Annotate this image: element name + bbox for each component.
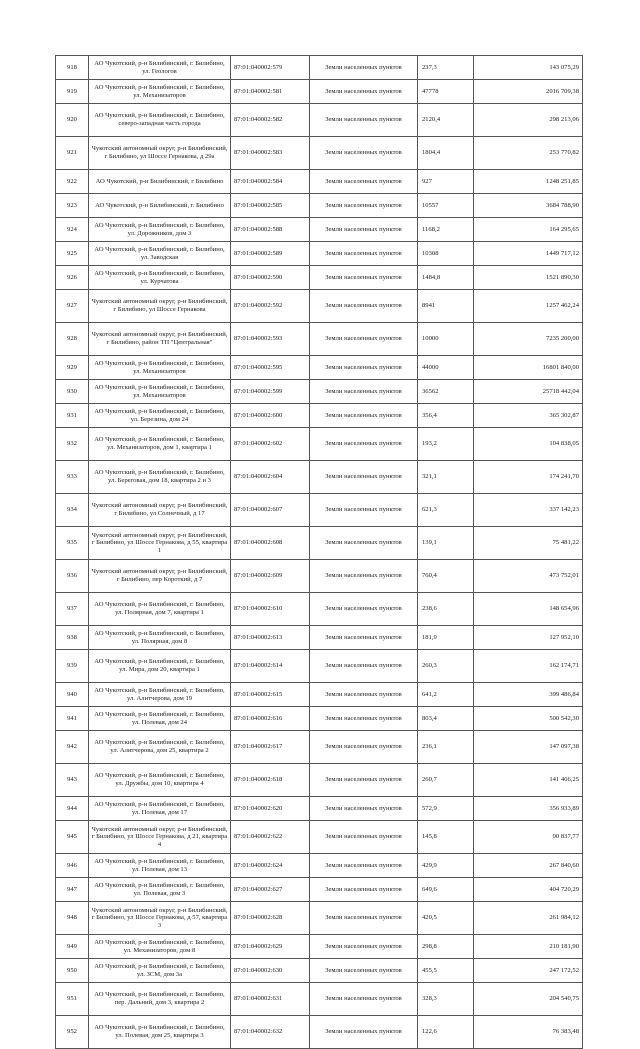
- cadastral-value-cell: 76 383,48: [474, 1016, 583, 1049]
- land-category-cell: Земли населенных пунктов: [310, 764, 418, 797]
- cadastral-number-cell: 87:01:040002:630: [231, 959, 310, 983]
- cadastral-value-cell: 25718 442,04: [474, 380, 583, 404]
- table-row: [56, 404, 583, 428]
- row-number: 929: [56, 356, 89, 380]
- area-cell: 36562: [418, 380, 474, 404]
- cadastral-value-cell: 143 075,29: [474, 56, 583, 80]
- cadastral-number-cell: 87:01:040002:582: [231, 104, 310, 137]
- table-row: [56, 194, 583, 218]
- cadastral-number-cell: 87:01:040002:617: [231, 731, 310, 764]
- cadastral-number-cell: 87:01:040002:610: [231, 593, 310, 626]
- land-category-cell: Земли населенных пунктов: [310, 218, 418, 242]
- land-category-cell: Земли населенных пунктов: [310, 902, 418, 935]
- land-category-cell: Земли населенных пунктов: [310, 137, 418, 170]
- cadastral-number-cell: 87:01:040002:615: [231, 683, 310, 707]
- table-row: [56, 266, 583, 290]
- row-number: 923: [56, 194, 89, 218]
- row-number: 944: [56, 797, 89, 821]
- land-category-cell: Земли населенных пунктов: [310, 380, 418, 404]
- cadastral-number-cell: 87:01:040002:622: [231, 821, 310, 854]
- cadastral-value-cell: 127 952,10: [474, 626, 583, 650]
- address-cell: АО Чукотский, р-н Билибинский, г. Билибино, ул. Геологов: [89, 56, 231, 80]
- area-cell: 420,5: [418, 902, 474, 935]
- row-number: 949: [56, 935, 89, 959]
- table-row: [56, 137, 583, 170]
- address-cell: АО Чукотский, р-н Билибинский, г. Билибино, ул. Механизаторов: [89, 356, 231, 380]
- area-cell: 641,2: [418, 683, 474, 707]
- table-row: [56, 878, 583, 902]
- land-category-cell: Земли населенных пунктов: [310, 56, 418, 80]
- cadastral-value-cell: 473 752,01: [474, 560, 583, 593]
- land-category-cell: Земли населенных пунктов: [310, 80, 418, 104]
- cadastral-number-cell: 87:01:040002:609: [231, 560, 310, 593]
- cadastral-number-cell: 87:01:040002:589: [231, 242, 310, 266]
- area-cell: 238,6: [418, 593, 474, 626]
- land-plots-table: [55, 55, 583, 1049]
- cadastral-number-cell: 87:01:040002:588: [231, 218, 310, 242]
- area-cell: 356,4: [418, 404, 474, 428]
- land-category-cell: Земли населенных пунктов: [310, 593, 418, 626]
- cadastral-value-cell: 204 540,75: [474, 983, 583, 1016]
- area-cell: 122,6: [418, 1016, 474, 1049]
- row-number: 925: [56, 242, 89, 266]
- cadastral-value-cell: 75 481,22: [474, 527, 583, 560]
- table-row: [56, 323, 583, 356]
- table-body: [56, 56, 583, 1049]
- row-number: 918: [56, 56, 89, 80]
- table-row: [56, 218, 583, 242]
- land-category-cell: Земли населенных пунктов: [310, 356, 418, 380]
- area-cell: 328,3: [418, 983, 474, 1016]
- address-cell: АО Чукотский, р-н Билибинский, г. Билибино, ул. Полярная, дом 8: [89, 626, 231, 650]
- cadastral-value-cell: 1257 462,24: [474, 290, 583, 323]
- row-number: 934: [56, 494, 89, 527]
- land-category-cell: Земли населенных пунктов: [310, 959, 418, 983]
- cadastral-value-cell: 267 840,60: [474, 854, 583, 878]
- cadastral-number-cell: 87:01:040002:590: [231, 266, 310, 290]
- row-number: 926: [56, 266, 89, 290]
- cadastral-number-cell: 87:01:040002:581: [231, 80, 310, 104]
- table-row: [56, 461, 583, 494]
- address-cell: АО Чукотский, р-н Билибинский, г. Билибино, северо-западная часть города: [89, 104, 231, 137]
- land-category-cell: Земли населенных пунктов: [310, 104, 418, 137]
- area-cell: 10557: [418, 194, 474, 218]
- area-cell: 649,6: [418, 878, 474, 902]
- cadastral-number-cell: 87:01:040002:592: [231, 290, 310, 323]
- row-number: 950: [56, 959, 89, 983]
- row-number: 945: [56, 821, 89, 854]
- cadastral-value-cell: 253 770,82: [474, 137, 583, 170]
- address-cell: АО Чукотский, р-н Билибинский, г. Билибино, ул. Дорожников, дом 3: [89, 218, 231, 242]
- cadastral-value-cell: 174 241,70: [474, 461, 583, 494]
- address-cell: АО Чукотский, р-н Билибинский, г. Билибино, ул. Заводская: [89, 242, 231, 266]
- area-cell: 10000: [418, 323, 474, 356]
- row-number: 951: [56, 983, 89, 1016]
- cadastral-value-cell: 148 654,96: [474, 593, 583, 626]
- table-row: [56, 935, 583, 959]
- row-number: 939: [56, 650, 89, 683]
- table-row: [56, 797, 583, 821]
- cadastral-value-cell: 404 720,29: [474, 878, 583, 902]
- cadastral-value-cell: 337 142,23: [474, 494, 583, 527]
- land-category-cell: Земли населенных пунктов: [310, 731, 418, 764]
- land-category-cell: Земли населенных пунктов: [310, 797, 418, 821]
- address-cell: Чукотский автономный округ, р-н Билибинский, г Билибино, ул Шоссе Гернакова, д 21, квартира 4: [89, 821, 231, 854]
- area-cell: 237,3: [418, 56, 474, 80]
- row-number: 946: [56, 854, 89, 878]
- row-number: 937: [56, 593, 89, 626]
- area-cell: 8941: [418, 290, 474, 323]
- table-row: [56, 80, 583, 104]
- land-category-cell: Земли населенных пунктов: [310, 1016, 418, 1049]
- table-row: [56, 290, 583, 323]
- row-number: 922: [56, 170, 89, 194]
- area-cell: 1804,4: [418, 137, 474, 170]
- cadastral-value-cell: 1449 717,12: [474, 242, 583, 266]
- address-cell: Чукотский автономный округ, р-н Билибинский, г Билибино, ул Шоссе Гернакова: [89, 290, 231, 323]
- cadastral-number-cell: 87:01:040002:628: [231, 902, 310, 935]
- row-number: 924: [56, 218, 89, 242]
- table-row: [56, 650, 583, 683]
- cadastral-number-cell: 87:01:040002:585: [231, 194, 310, 218]
- cadastral-value-cell: 500 542,30: [474, 707, 583, 731]
- table-row: [56, 764, 583, 797]
- land-category-cell: Земли населенных пунктов: [310, 650, 418, 683]
- table-row: [56, 959, 583, 983]
- area-cell: 621,3: [418, 494, 474, 527]
- land-category-cell: Земли населенных пунктов: [310, 323, 418, 356]
- cadastral-value-cell: 7235 200,00: [474, 323, 583, 356]
- area-cell: 298,8: [418, 935, 474, 959]
- table-row: [56, 731, 583, 764]
- address-cell: АО Чукотский, р-н Билибинский, г Билибино: [89, 170, 231, 194]
- cadastral-number-cell: 87:01:040002:607: [231, 494, 310, 527]
- address-cell: Чукотский автономный округ, р-н Билибинский, г Билибино, ул Шоссе Гернакова, д 55, квартира 1: [89, 527, 231, 560]
- cadastral-value-cell: 1248 251,85: [474, 170, 583, 194]
- address-cell: АО Чукотский, р-н Билибинский, г. Билибино, ул. Механизаторов: [89, 80, 231, 104]
- cadastral-value-cell: 365 302,87: [474, 404, 583, 428]
- land-category-cell: Земли населенных пунктов: [310, 854, 418, 878]
- address-cell: Чукотский автономный округ, р-н Билибинский, г Билибино, ул Шоссе Гернакова, д 29а: [89, 137, 231, 170]
- cadastral-value-cell: 261 984,12: [474, 902, 583, 935]
- address-cell: АО Чукотский, р-н Билибинский, г. Билибино, ул. Полевая, дом 24: [89, 707, 231, 731]
- cadastral-value-cell: 3684 788,90: [474, 194, 583, 218]
- table-row: [56, 242, 583, 266]
- land-category-cell: Земли населенных пунктов: [310, 935, 418, 959]
- cadastral-value-cell: 141 466,25: [474, 764, 583, 797]
- area-cell: 321,1: [418, 461, 474, 494]
- table-row: [56, 428, 583, 461]
- cadastral-value-cell: 247 172,52: [474, 959, 583, 983]
- table-row: [56, 821, 583, 854]
- row-number: 919: [56, 80, 89, 104]
- cadastral-value-cell: 104 838,05: [474, 428, 583, 461]
- area-cell: 260,7: [418, 764, 474, 797]
- cadastral-number-cell: 87:01:040002:632: [231, 1016, 310, 1049]
- row-number: 927: [56, 290, 89, 323]
- address-cell: АО Чукотский, р-н Билибинский, г. Билибино, ул. Дружбы, дом 10, квартира 4: [89, 764, 231, 797]
- cadastral-value-cell: 162 174,71: [474, 650, 583, 683]
- land-category-cell: Земли населенных пунктов: [310, 461, 418, 494]
- address-cell: АО Чукотский, р-н Билибинский, г. Билибино, ул. Алитчерова, дом 25, квартира 2: [89, 731, 231, 764]
- address-cell: Чукотский автономный округ, р-н Билибинский, г Билибино, ул Солнечный, д 17: [89, 494, 231, 527]
- table-row: [56, 56, 583, 80]
- land-category-cell: Земли населенных пунктов: [310, 821, 418, 854]
- row-number: 931: [56, 404, 89, 428]
- cadastral-number-cell: 87:01:040002:600: [231, 404, 310, 428]
- cadastral-number-cell: 87:01:040002:583: [231, 137, 310, 170]
- address-cell: АО Чукотский, р-н Билибинский, г. Билибино, ул. Береговая, дом 18, квартира 2 и 3: [89, 461, 231, 494]
- address-cell: АО Чукотский, р-н Билибинский, г. Билибино, ул. Курчатова: [89, 266, 231, 290]
- land-category-cell: Земли населенных пунктов: [310, 494, 418, 527]
- table-row: [56, 494, 583, 527]
- cadastral-number-cell: 87:01:040002:618: [231, 764, 310, 797]
- row-number: 941: [56, 707, 89, 731]
- cadastral-number-cell: 87:01:040002:629: [231, 935, 310, 959]
- land-category-cell: Земли населенных пунктов: [310, 983, 418, 1016]
- row-number: 928: [56, 323, 89, 356]
- row-number: 920: [56, 104, 89, 137]
- cadastral-number-cell: 87:01:040002:602: [231, 428, 310, 461]
- land-category-cell: Земли населенных пунктов: [310, 170, 418, 194]
- cadastral-number-cell: 87:01:040002:624: [231, 854, 310, 878]
- cadastral-value-cell: 164 295,65: [474, 218, 583, 242]
- table-row: [56, 104, 583, 137]
- table-row: [56, 707, 583, 731]
- row-number: 932: [56, 428, 89, 461]
- area-cell: 139,1: [418, 527, 474, 560]
- area-cell: 455,5: [418, 959, 474, 983]
- cadastral-number-cell: 87:01:040002:608: [231, 527, 310, 560]
- land-category-cell: Земли населенных пунктов: [310, 266, 418, 290]
- cadastral-number-cell: 87:01:040002:620: [231, 797, 310, 821]
- cadastral-value-cell: 16801 840,00: [474, 356, 583, 380]
- address-cell: АО Чукотский, р-н Билибинский, г. Билибино, ул. ЗСМ, дом 3а: [89, 959, 231, 983]
- table-row: [56, 170, 583, 194]
- address-cell: АО Чукотский, р-н Билибинский, г. Билибино, ул. Полевая, дом 25, квартира 3: [89, 1016, 231, 1049]
- cadastral-value-cell: 2016 709,38: [474, 80, 583, 104]
- cadastral-value-cell: 210 181,90: [474, 935, 583, 959]
- area-cell: 10308: [418, 242, 474, 266]
- land-category-cell: Земли населенных пунктов: [310, 683, 418, 707]
- cadastral-number-cell: 87:01:040002:613: [231, 626, 310, 650]
- address-cell: АО Чукотский, р-н Билибинский, г. Билибино, ул. Механизаторов: [89, 380, 231, 404]
- area-cell: 47778: [418, 80, 474, 104]
- land-category-cell: Земли населенных пунктов: [310, 707, 418, 731]
- row-number: 947: [56, 878, 89, 902]
- area-cell: 760,4: [418, 560, 474, 593]
- area-cell: 236,1: [418, 731, 474, 764]
- row-number: 933: [56, 461, 89, 494]
- cadastral-number-cell: 87:01:040002:631: [231, 983, 310, 1016]
- cadastral-number-cell: 87:01:040002:627: [231, 878, 310, 902]
- row-number: 943: [56, 764, 89, 797]
- table-row: [56, 560, 583, 593]
- land-category-cell: Земли населенных пунктов: [310, 242, 418, 266]
- address-cell: Чукотский автономный округ, р-н Билибинский, г Билибино, район ТП "Центральная": [89, 323, 231, 356]
- area-cell: 181,9: [418, 626, 474, 650]
- cadastral-value-cell: 356 933,89: [474, 797, 583, 821]
- table-row: [56, 380, 583, 404]
- table-row: [56, 626, 583, 650]
- cadastral-number-cell: 87:01:040002:584: [231, 170, 310, 194]
- address-cell: АО Чукотский, р-н Билибинский, г. Билибино, ул. Полярная, дом 7, квартира 1: [89, 593, 231, 626]
- cadastral-value-cell: 90 837,77: [474, 821, 583, 854]
- area-cell: 1168,2: [418, 218, 474, 242]
- land-category-cell: Земли населенных пунктов: [310, 878, 418, 902]
- address-cell: Чукотский автономный округ, р-н Билибинский, г Билибино, ул Шоссе Гернакова, д 57, квартира 3: [89, 902, 231, 935]
- cadastral-number-cell: 87:01:040002:604: [231, 461, 310, 494]
- area-cell: 572,9: [418, 797, 474, 821]
- table-row: [56, 1016, 583, 1049]
- area-cell: 145,8: [418, 821, 474, 854]
- address-cell: АО Чукотский, р-н Билибинский, г. Билибино, ул. Механизаторов, дом 8: [89, 935, 231, 959]
- area-cell: 803,4: [418, 707, 474, 731]
- land-category-cell: Земли населенных пунктов: [310, 428, 418, 461]
- address-cell: АО Чукотский, р-н Билибинский, г. Билибино, ул. Полевая, дом 3: [89, 878, 231, 902]
- cadastral-value-cell: 298 213,06: [474, 104, 583, 137]
- cadastral-number-cell: 87:01:040002:595: [231, 356, 310, 380]
- cadastral-number-cell: 87:01:040002:579: [231, 56, 310, 80]
- address-cell: Чукотский автономный округ, р-н Билибинский, г Билибино, пер Короткий, д 7: [89, 560, 231, 593]
- address-cell: АО Чукотский, р-н Билибинский, г. Билибино, ул. Механизаторов, дом 1, квартира 1: [89, 428, 231, 461]
- area-cell: 260,3: [418, 650, 474, 683]
- row-number: 940: [56, 683, 89, 707]
- row-number: 938: [56, 626, 89, 650]
- land-category-cell: Земли населенных пунктов: [310, 290, 418, 323]
- row-number: 930: [56, 380, 89, 404]
- cadastral-number-cell: 87:01:040002:593: [231, 323, 310, 356]
- row-number: 948: [56, 902, 89, 935]
- row-number: 942: [56, 731, 89, 764]
- table-row: [56, 356, 583, 380]
- area-cell: 429,9: [418, 854, 474, 878]
- land-category-cell: Земли населенных пунктов: [310, 194, 418, 218]
- area-cell: 1484,8: [418, 266, 474, 290]
- table-row: [56, 854, 583, 878]
- address-cell: АО Чукотский, р-н Билибинский, г. Билибино, ул. Полевая, дом 13: [89, 854, 231, 878]
- address-cell: АО Чукотский, р-н Билибинский, г. Билибино, ул. Мира, дом 20, квартира 1: [89, 650, 231, 683]
- cadastral-value-cell: 1521 890,30: [474, 266, 583, 290]
- table-row: [56, 683, 583, 707]
- table-row: [56, 902, 583, 935]
- address-cell: АО Чукотский, р-н Билибинский, г. Билибино, ул. Березина, дом 24: [89, 404, 231, 428]
- table-row: [56, 527, 583, 560]
- row-number: 952: [56, 1016, 89, 1049]
- cadastral-value-cell: 399 486,84: [474, 683, 583, 707]
- cadastral-number-cell: 87:01:040002:616: [231, 707, 310, 731]
- address-cell: АО Чукотский, р-н Билибинский, г. Билибино, ул. Полевая, дом 17: [89, 797, 231, 821]
- area-cell: 44000: [418, 356, 474, 380]
- table-row: [56, 593, 583, 626]
- area-cell: 193,2: [418, 428, 474, 461]
- area-cell: 927: [418, 170, 474, 194]
- land-category-cell: Земли населенных пунктов: [310, 404, 418, 428]
- address-cell: АО Чукотский, р-н Билибинский, г. Билибино, ул. Алитчерова, дом 19: [89, 683, 231, 707]
- area-cell: 2120,4: [418, 104, 474, 137]
- cadastral-value-cell: 147 097,38: [474, 731, 583, 764]
- row-number: 921: [56, 137, 89, 170]
- cadastral-number-cell: 87:01:040002:599: [231, 380, 310, 404]
- address-cell: АО Чукотский, р-н Билибинский, г. Билибино: [89, 194, 231, 218]
- row-number: 936: [56, 560, 89, 593]
- cadastral-number-cell: 87:01:040002:614: [231, 650, 310, 683]
- address-cell: АО Чукотский, р-н Билибинский, г. Билибино, пер. Дальний, дом 3, квартира 2: [89, 983, 231, 1016]
- land-category-cell: Земли населенных пунктов: [310, 626, 418, 650]
- table-row: [56, 983, 583, 1016]
- land-category-cell: Земли населенных пунктов: [310, 560, 418, 593]
- row-number: 935: [56, 527, 89, 560]
- land-category-cell: Земли населенных пунктов: [310, 527, 418, 560]
